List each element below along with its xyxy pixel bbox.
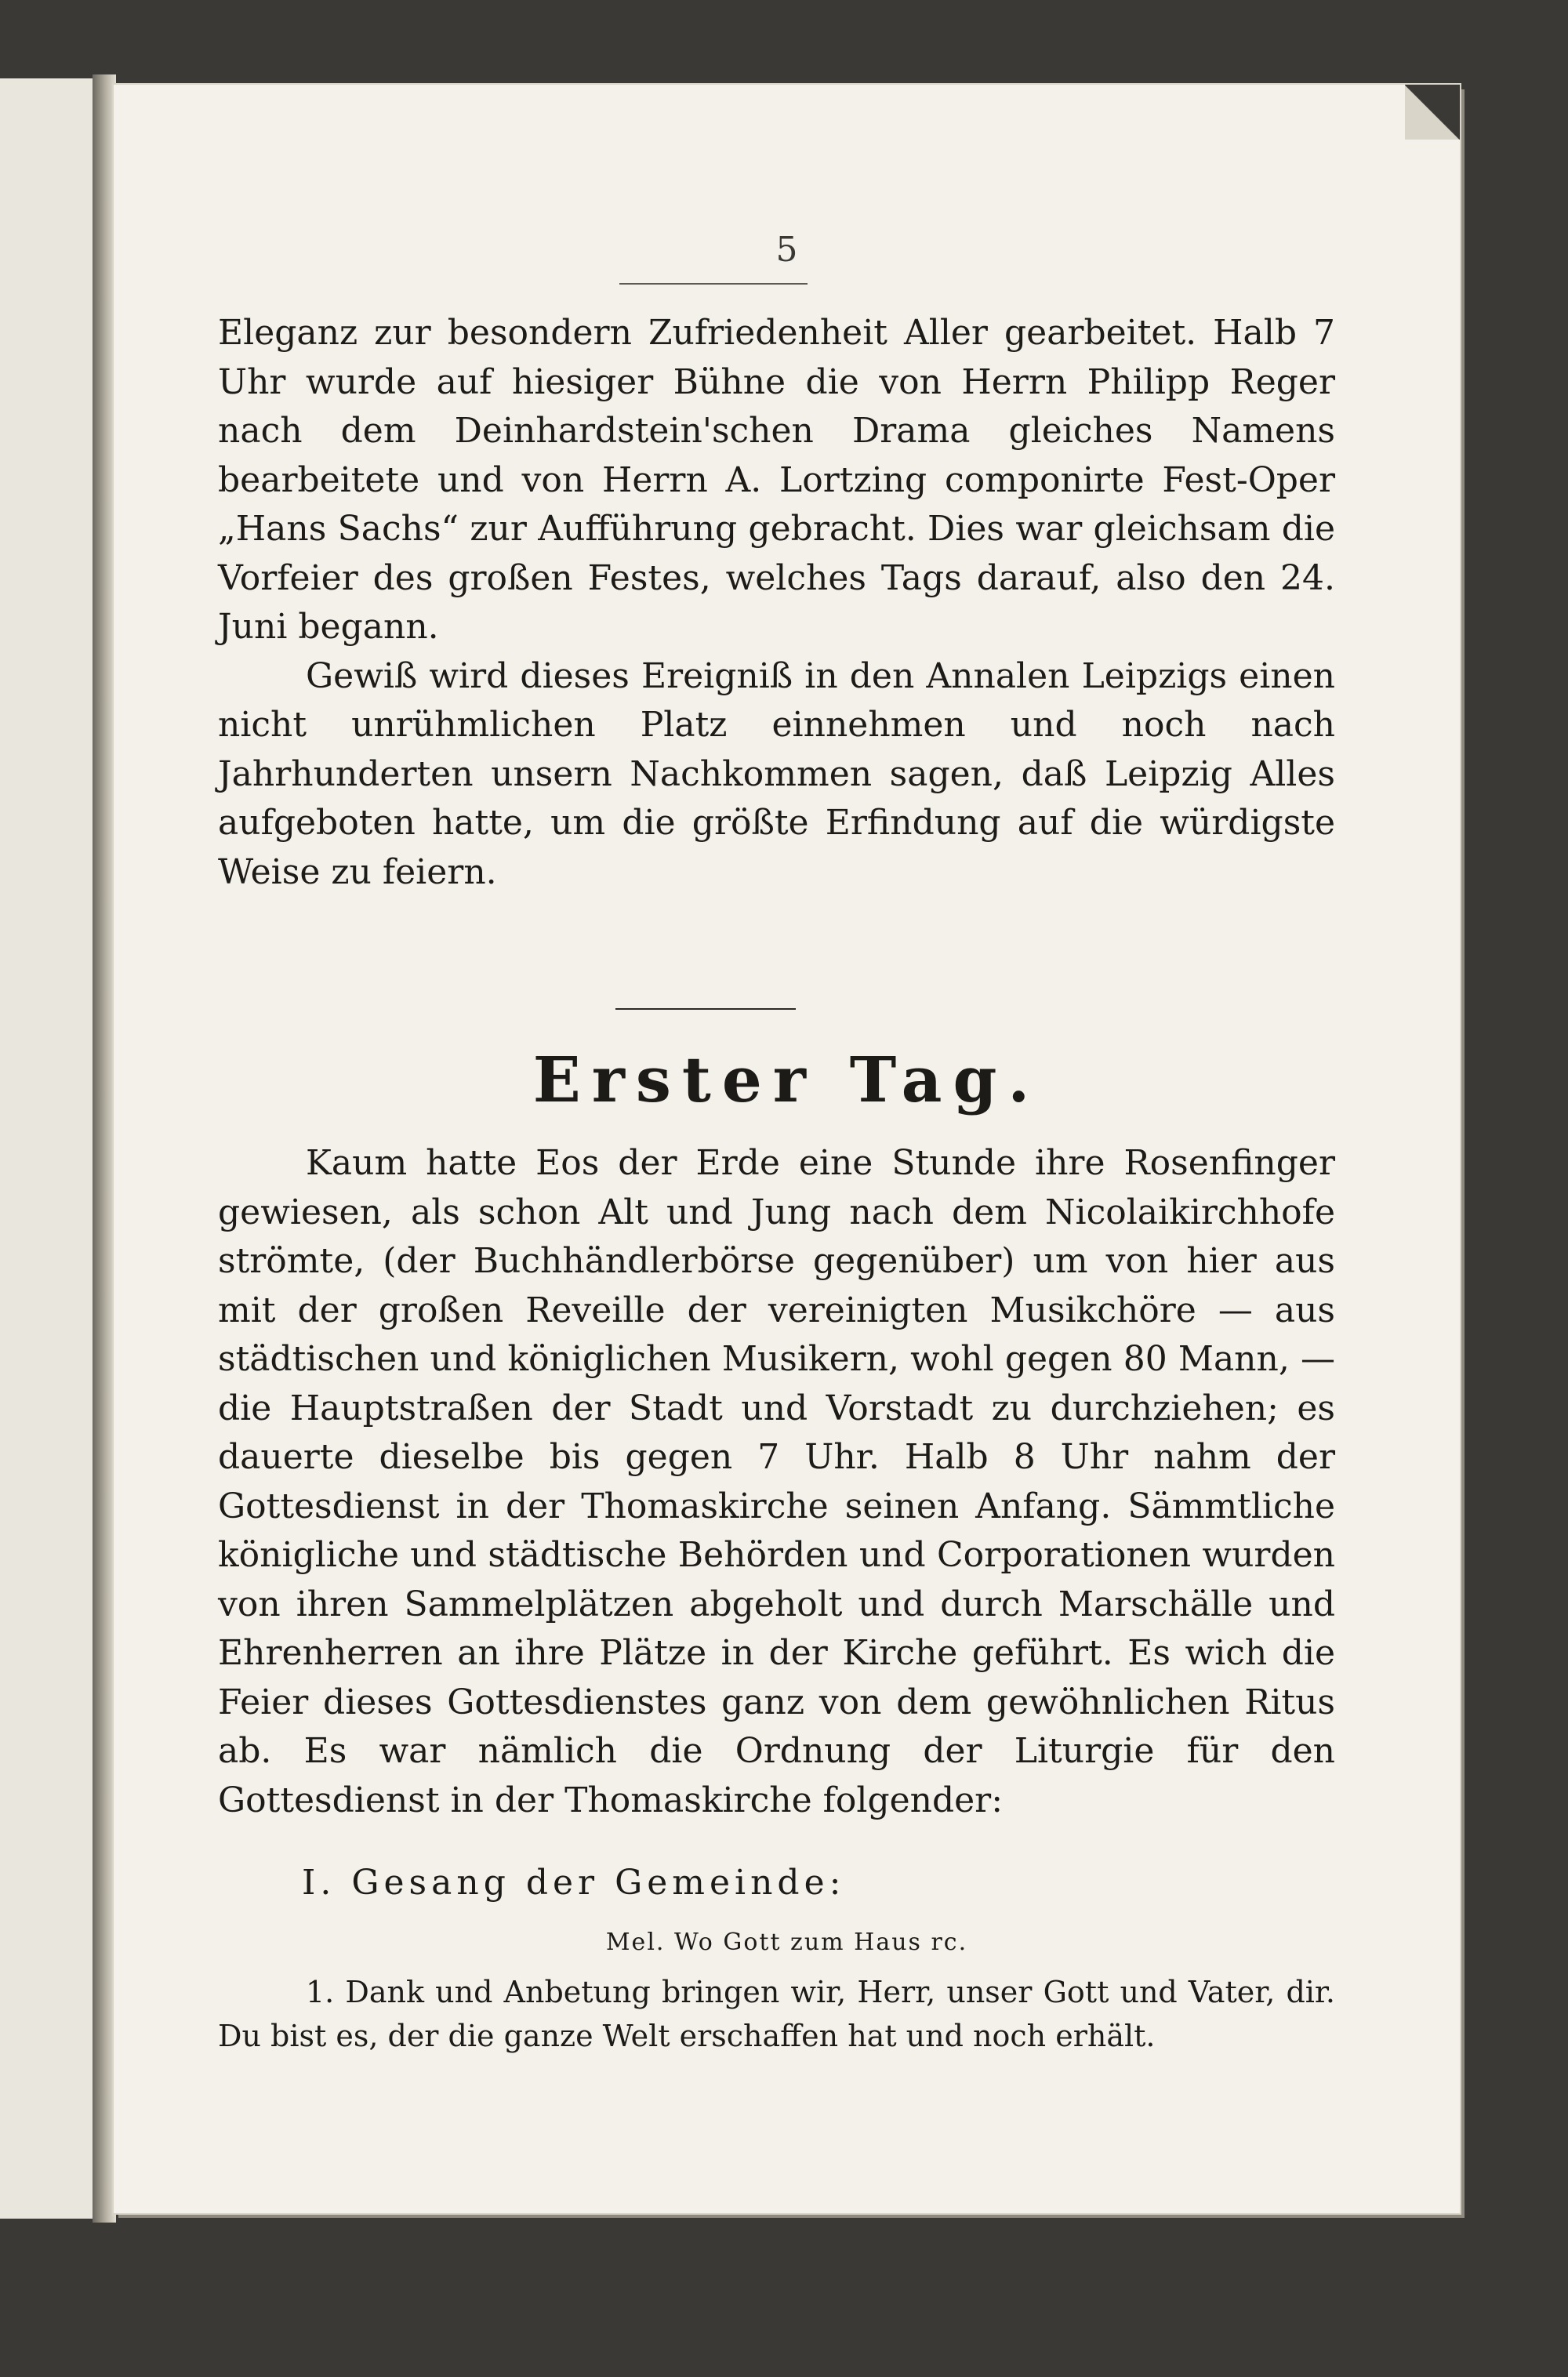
book-spine	[93, 74, 116, 2223]
section-separator	[615, 1008, 796, 1010]
hymn-verse	[218, 1970, 1335, 2058]
section-heading: Erster Tag.	[532, 1043, 1041, 1116]
hymn-title: I. Gesang der Gemeinde:	[302, 1863, 846, 1903]
melody-note: Mel. Wo Gott zum Haus rc.	[605, 1929, 968, 1956]
verse-1: 1. Dank und Anbetung bringen wir, Herr, unser Gott und Vater, dir. Du bist es, der die ganze Welt erschaffen hat und noch erhält.	[218, 1975, 1335, 2053]
paragraph-3: Kaum hatte Eos der Erde eine Stunde ihre Rosenfinger gewiesen, als schon Alt und Jung nach dem Nicolaikirchhofe strömte, (der Buchhändlerbörse gegenüber) um von hier aus mit der großen Reveille der vereinigten Musikchöre — aus städtischen und königlichen Musikern, wohl gegen 80 Mann, — die Hauptstraßen der Stadt und Vorstadt zu durchziehen; es dauerte dieselbe bis gegen 7 Uhr. Halb 8 Uhr nahm der Gottesdienst in der Thomaskirche seinen Anfang. Sämmtliche königliche und städtische Behörden und Corporationen wurden von ihren Sammelplätzen abgeholt und durch Marschälle und Ehrenherren an ihre Plätze in der Kirche geführt. Es wich die Feier dieses Gottesdienstes ganz von dem gewöhnlichen Ritus ab. Es war nämlich die Ordnung der Liturgie für den Gottesdienst in der Thomaskirche folgender:	[218, 1143, 1335, 1820]
page-number: 5	[775, 230, 798, 270]
paragraph-1: Eleganz zur besondern Zufriedenheit Aller gearbeitet. Halb 7 Uhr wurde auf hiesiger Bühne die von Herrn Philipp Reger nach dem Deinhardstein'schen Drama gleiches Namens bearbeitete und von Herrn A. Lortzing componirte Fest-Oper „Hans Sachs“ zur Aufführung gebracht. Dies war gleichsam die Vorfeier des großen Festes, welches Tags darauf, also den 24. Juni begann.	[218, 313, 1335, 647]
page-corner-fold	[1405, 85, 1460, 140]
book-page	[114, 85, 1460, 2213]
body-text-top	[218, 309, 1335, 897]
facing-page-edge	[0, 78, 94, 2219]
paragraph-2: Gewiß wird dieses Ereigniß in den Annalen Leipzigs einen nicht unrühmlichen Platz einnehmen und noch nach Jahrhunderten unsern Nachkommen sagen, daß Leipzig Alles aufgeboten hatte, um die größte Erfindung auf die würdigste Weise zu feiern.	[218, 655, 1335, 892]
body-text-section	[218, 1139, 1335, 1825]
page-number-rule	[619, 283, 808, 285]
